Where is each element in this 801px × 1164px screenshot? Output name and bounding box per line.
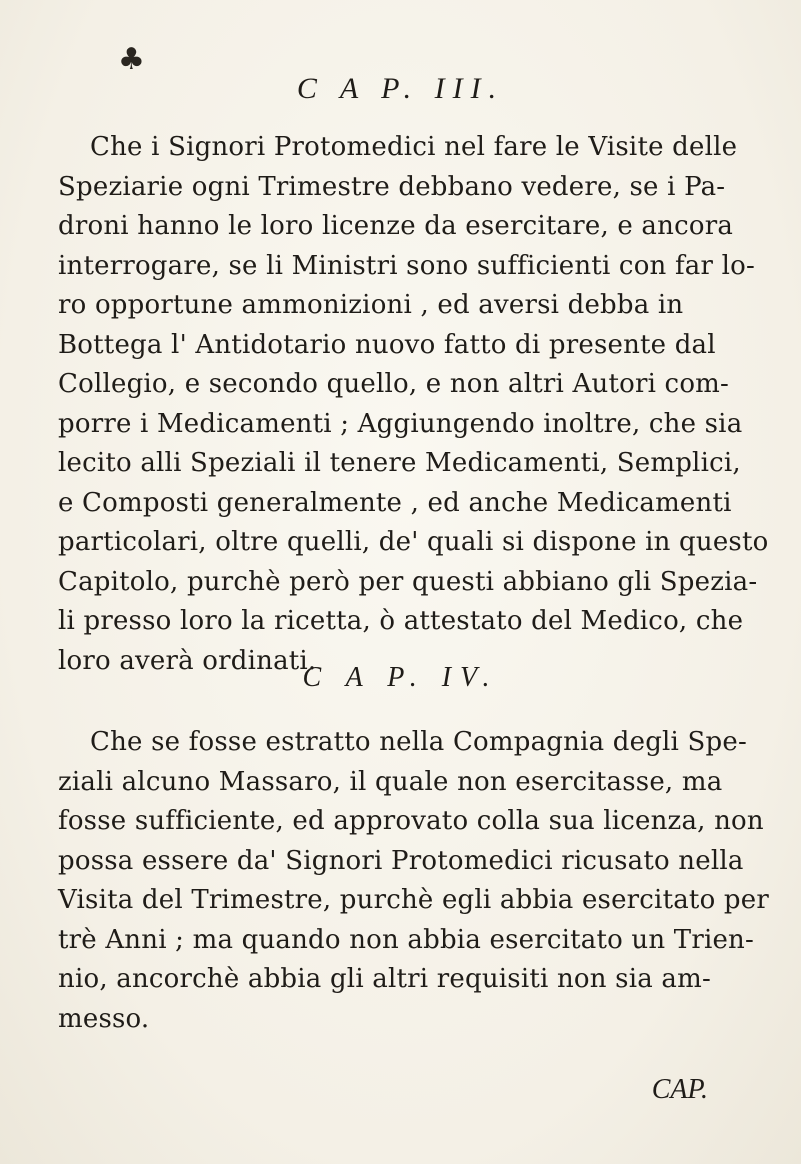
text-line: Che se fosse estratto nella Compagnia degli Spe-	[90, 727, 747, 757]
chapter-3-paragraph	[58, 128, 769, 681]
chapter-heading-4: C A P. IV.	[302, 662, 499, 693]
text-line: interrogare, se li Ministri sono sufficienti con far lo-	[58, 250, 755, 281]
text-line: droni hanno le loro licenze da esercitare, e ancora	[58, 211, 734, 241]
text-line: nio, ancorchè abbia gli altri requisiti non sia am-	[58, 964, 711, 994]
text-line: Che i Signori Protomedici nel fare le Visite delle	[90, 132, 738, 162]
text-line: porre i Medicamenti ; Aggiungendo inoltre, che sia	[58, 408, 743, 439]
chapter-heading-3: C A P. III.	[296, 72, 505, 105]
chapter-4-paragraph	[58, 723, 769, 1039]
text-line: fosse sufficiente, ed approvato colla sua licenza, non	[58, 806, 764, 836]
text-line: Capitolo, purchè però per questi abbiano gli Spezia-	[58, 566, 758, 597]
text-line: possa essere da' Signori Protomedici ricusato nella	[58, 845, 744, 876]
text-line: messo.	[58, 1003, 150, 1034]
text-line: e Composti generalmente , ed anche Medicamenti	[58, 487, 732, 518]
catchword: CAP.	[651, 1074, 708, 1105]
text-line: Visita del Trimestre, purchè egli abbia esercitato per	[58, 885, 769, 915]
text-line: Collegio, e secondo quello, e non altri Autori com-	[58, 369, 730, 399]
corner-mark: ♣	[118, 42, 145, 77]
text-line: particolari, oltre quelli, de' quali si dispone in questo	[58, 527, 769, 557]
text-line: trè Anni ; ma quando non abbia esercitato un Trien-	[58, 924, 754, 955]
text-line: loro averà ordinati.	[58, 645, 317, 676]
text-line: lecito alli Speziali il tenere Medicamenti, Semplici,	[58, 448, 741, 478]
text-line: li presso loro la ricetta, ò attestato del Medico, che	[58, 606, 744, 636]
text-line: ro opportune ammonizioni , ed aversi debba in	[58, 290, 684, 320]
text-line: ziali alcuno Massaro, il quale non esercitasse, ma	[58, 766, 723, 797]
text-line: Bottega l' Antidotario nuovo fatto di presente dal	[58, 329, 716, 360]
text-line: Speziarie ogni Trimestre debbano vedere, se i Pa-	[58, 171, 726, 202]
